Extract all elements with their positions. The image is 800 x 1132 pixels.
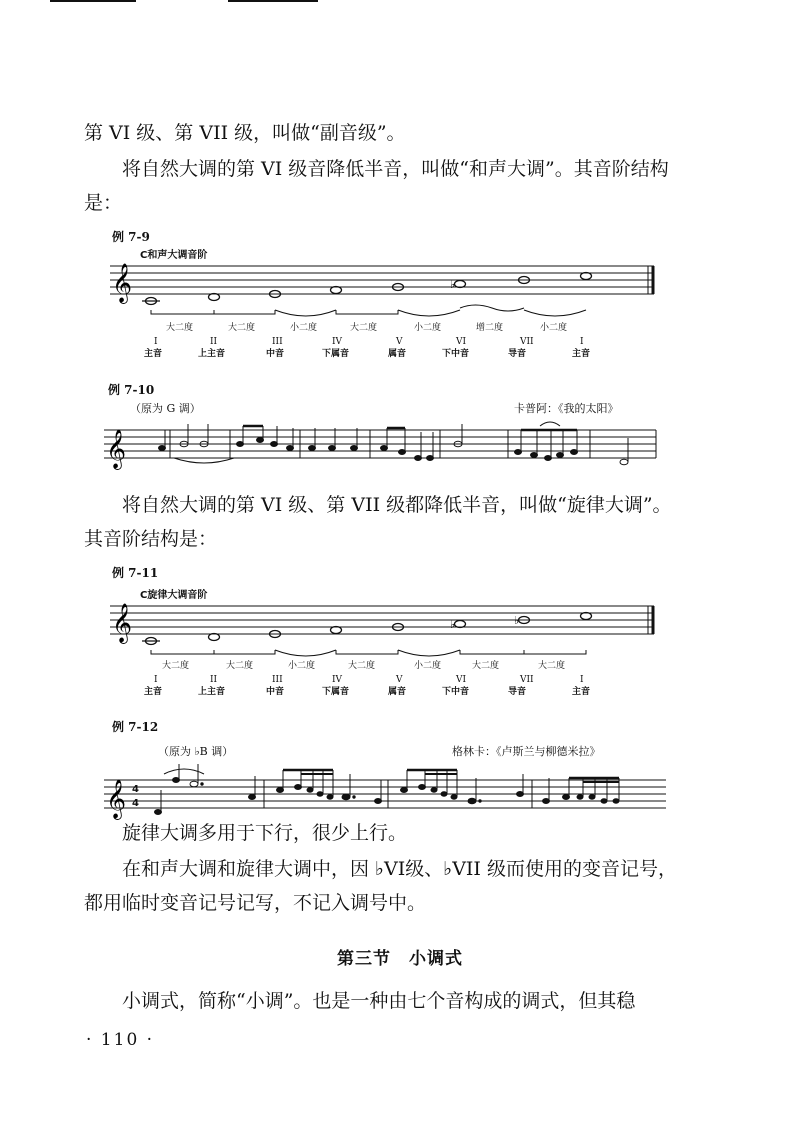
flat-sign-icon: ♭ bbox=[450, 618, 456, 631]
svg-text:大二度: 大二度 bbox=[228, 323, 256, 333]
svg-text:大二度: 大二度 bbox=[166, 323, 194, 333]
flat-sign-icon: ♭ bbox=[514, 614, 520, 627]
svg-text:III: III bbox=[272, 337, 283, 347]
degree-numerals bbox=[154, 337, 584, 347]
scale-notes bbox=[142, 273, 592, 305]
svg-text:主音: 主音 bbox=[572, 349, 591, 359]
staff-lines bbox=[110, 606, 654, 634]
example-7-12-label: 例 7-12 bbox=[112, 720, 159, 734]
svg-text:增二度: 增二度 bbox=[476, 323, 504, 333]
page-number: · 110 · bbox=[86, 1030, 155, 1050]
example-7-12-key-note: （原为 ♭B 调） bbox=[158, 745, 234, 758]
interval-brackets bbox=[151, 650, 586, 656]
svg-text:V: V bbox=[396, 675, 403, 685]
example-7-9-title: C和声大调音阶 bbox=[140, 250, 208, 261]
interval-brackets bbox=[151, 305, 586, 316]
svg-text:VI: VI bbox=[456, 337, 467, 347]
svg-text:I: I bbox=[154, 337, 158, 347]
svg-text:小二度: 小二度 bbox=[414, 661, 442, 671]
svg-text:小二度: 小二度 bbox=[540, 323, 568, 333]
interval-labels bbox=[162, 659, 565, 671]
paragraph-subordinate-degrees: 第 VI 级、第 VII 级，叫做“副音级”。 bbox=[84, 122, 406, 144]
svg-text:主音: 主音 bbox=[144, 687, 163, 697]
slur bbox=[174, 458, 234, 463]
svg-text:II: II bbox=[210, 675, 218, 685]
svg-text:VI: VI bbox=[456, 675, 467, 685]
example-7-12-staff bbox=[104, 760, 674, 820]
flat-sign-icon: ♭ bbox=[450, 278, 456, 291]
svg-text:大二度: 大二度 bbox=[162, 661, 190, 671]
melody-notes bbox=[155, 764, 620, 815]
fermata-icon bbox=[540, 422, 560, 426]
svg-text:大二度: 大二度 bbox=[472, 661, 500, 671]
svg-text:V: V bbox=[396, 337, 403, 347]
time-signature-bottom: 4 bbox=[132, 798, 139, 809]
svg-text:VII: VII bbox=[520, 337, 534, 347]
svg-text:IV: IV bbox=[332, 675, 343, 685]
svg-text:下中音: 下中音 bbox=[442, 687, 470, 697]
svg-text:III: III bbox=[272, 675, 283, 685]
svg-text:属音: 属音 bbox=[388, 349, 407, 359]
svg-text:大二度: 大二度 bbox=[348, 661, 376, 671]
svg-text:下中音: 下中音 bbox=[442, 349, 470, 359]
staff-lines bbox=[110, 266, 654, 294]
svg-text:下属音: 下属音 bbox=[322, 349, 350, 359]
example-7-10-label: 例 7-10 bbox=[108, 383, 155, 397]
svg-text:主音: 主音 bbox=[572, 687, 591, 697]
svg-text:I: I bbox=[580, 337, 584, 347]
svg-text:上主音: 上主音 bbox=[198, 349, 226, 359]
example-7-11-staff bbox=[110, 584, 670, 704]
svg-text:中音: 中音 bbox=[266, 349, 285, 359]
scale-notes bbox=[142, 613, 592, 645]
svg-text:小二度: 小二度 bbox=[414, 323, 442, 333]
svg-text:属音: 属音 bbox=[388, 687, 407, 697]
header-rule-left bbox=[50, 0, 136, 2]
degree-names bbox=[144, 347, 590, 359]
example-7-11-label: 例 7-11 bbox=[112, 566, 159, 580]
paragraph-accidentals: 在和声大调和旋律大调中，因 ♭VI级、♭VII 级而使用的变音记号，都用临时变音记号记写，不记入调号中。 bbox=[84, 858, 677, 914]
svg-text:主音: 主音 bbox=[144, 349, 163, 359]
svg-text:上主音: 上主音 bbox=[198, 687, 226, 697]
interval-labels bbox=[166, 321, 567, 333]
example-7-10-key-note: （原为 G 调） bbox=[130, 402, 201, 415]
example-7-11-title: C旋律大调音阶 bbox=[140, 590, 208, 601]
degree-names bbox=[144, 685, 590, 697]
svg-text:中音: 中音 bbox=[266, 687, 285, 697]
degree-numerals bbox=[154, 675, 584, 685]
paragraph-melodic-major: 将自然大调的第 VI 级、第 VII 级都降低半音，叫做“旋律大调”。其音阶结构是： bbox=[84, 494, 672, 550]
header-rule-right bbox=[228, 0, 318, 2]
paragraph-melodic-usage: 旋律大调多用于下行，很少上行。 bbox=[122, 822, 408, 844]
treble-clef-icon: 𝄞 bbox=[112, 603, 133, 643]
svg-text:大二度: 大二度 bbox=[350, 323, 378, 333]
svg-text:小二度: 小二度 bbox=[288, 661, 316, 671]
svg-text:IV: IV bbox=[332, 337, 343, 347]
paragraph-harmonic-major: 将自然大调的第 VI 级音降低半音，叫做“和声大调”。其音阶结构是： bbox=[84, 158, 669, 214]
section-title: 第三节 小调式 bbox=[337, 949, 463, 969]
treble-clef-icon: 𝄞 bbox=[106, 779, 127, 819]
treble-clef-icon: 𝄞 bbox=[112, 263, 133, 303]
example-7-9-label: 例 7-9 bbox=[112, 230, 150, 244]
svg-text:大二度: 大二度 bbox=[538, 661, 566, 671]
svg-text:I: I bbox=[580, 675, 584, 685]
svg-text:大二度: 大二度 bbox=[226, 661, 254, 671]
treble-clef-icon: 𝄞 bbox=[106, 429, 127, 469]
svg-text:小二度: 小二度 bbox=[290, 323, 318, 333]
example-7-10-staff bbox=[104, 418, 664, 478]
paragraph-minor-mode: 小调式，简称“小调”。也是一种由七个音构成的调式，但其稳 bbox=[122, 990, 636, 1012]
svg-text:VII: VII bbox=[520, 675, 534, 685]
example-7-12-source: 格林卡：《卢斯兰与柳德米拉》 bbox=[452, 745, 601, 758]
svg-text:下属音: 下属音 bbox=[322, 687, 350, 697]
example-7-9-staff bbox=[110, 244, 670, 374]
example-7-10-source: 卡普阿：《我的太阳》 bbox=[514, 402, 619, 415]
time-signature-top: 4 bbox=[132, 784, 139, 795]
svg-text:II: II bbox=[210, 337, 218, 347]
svg-text:导音: 导音 bbox=[508, 349, 527, 359]
svg-text:导音: 导音 bbox=[508, 687, 527, 697]
staff-lines bbox=[104, 780, 666, 808]
svg-text:I: I bbox=[154, 675, 158, 685]
